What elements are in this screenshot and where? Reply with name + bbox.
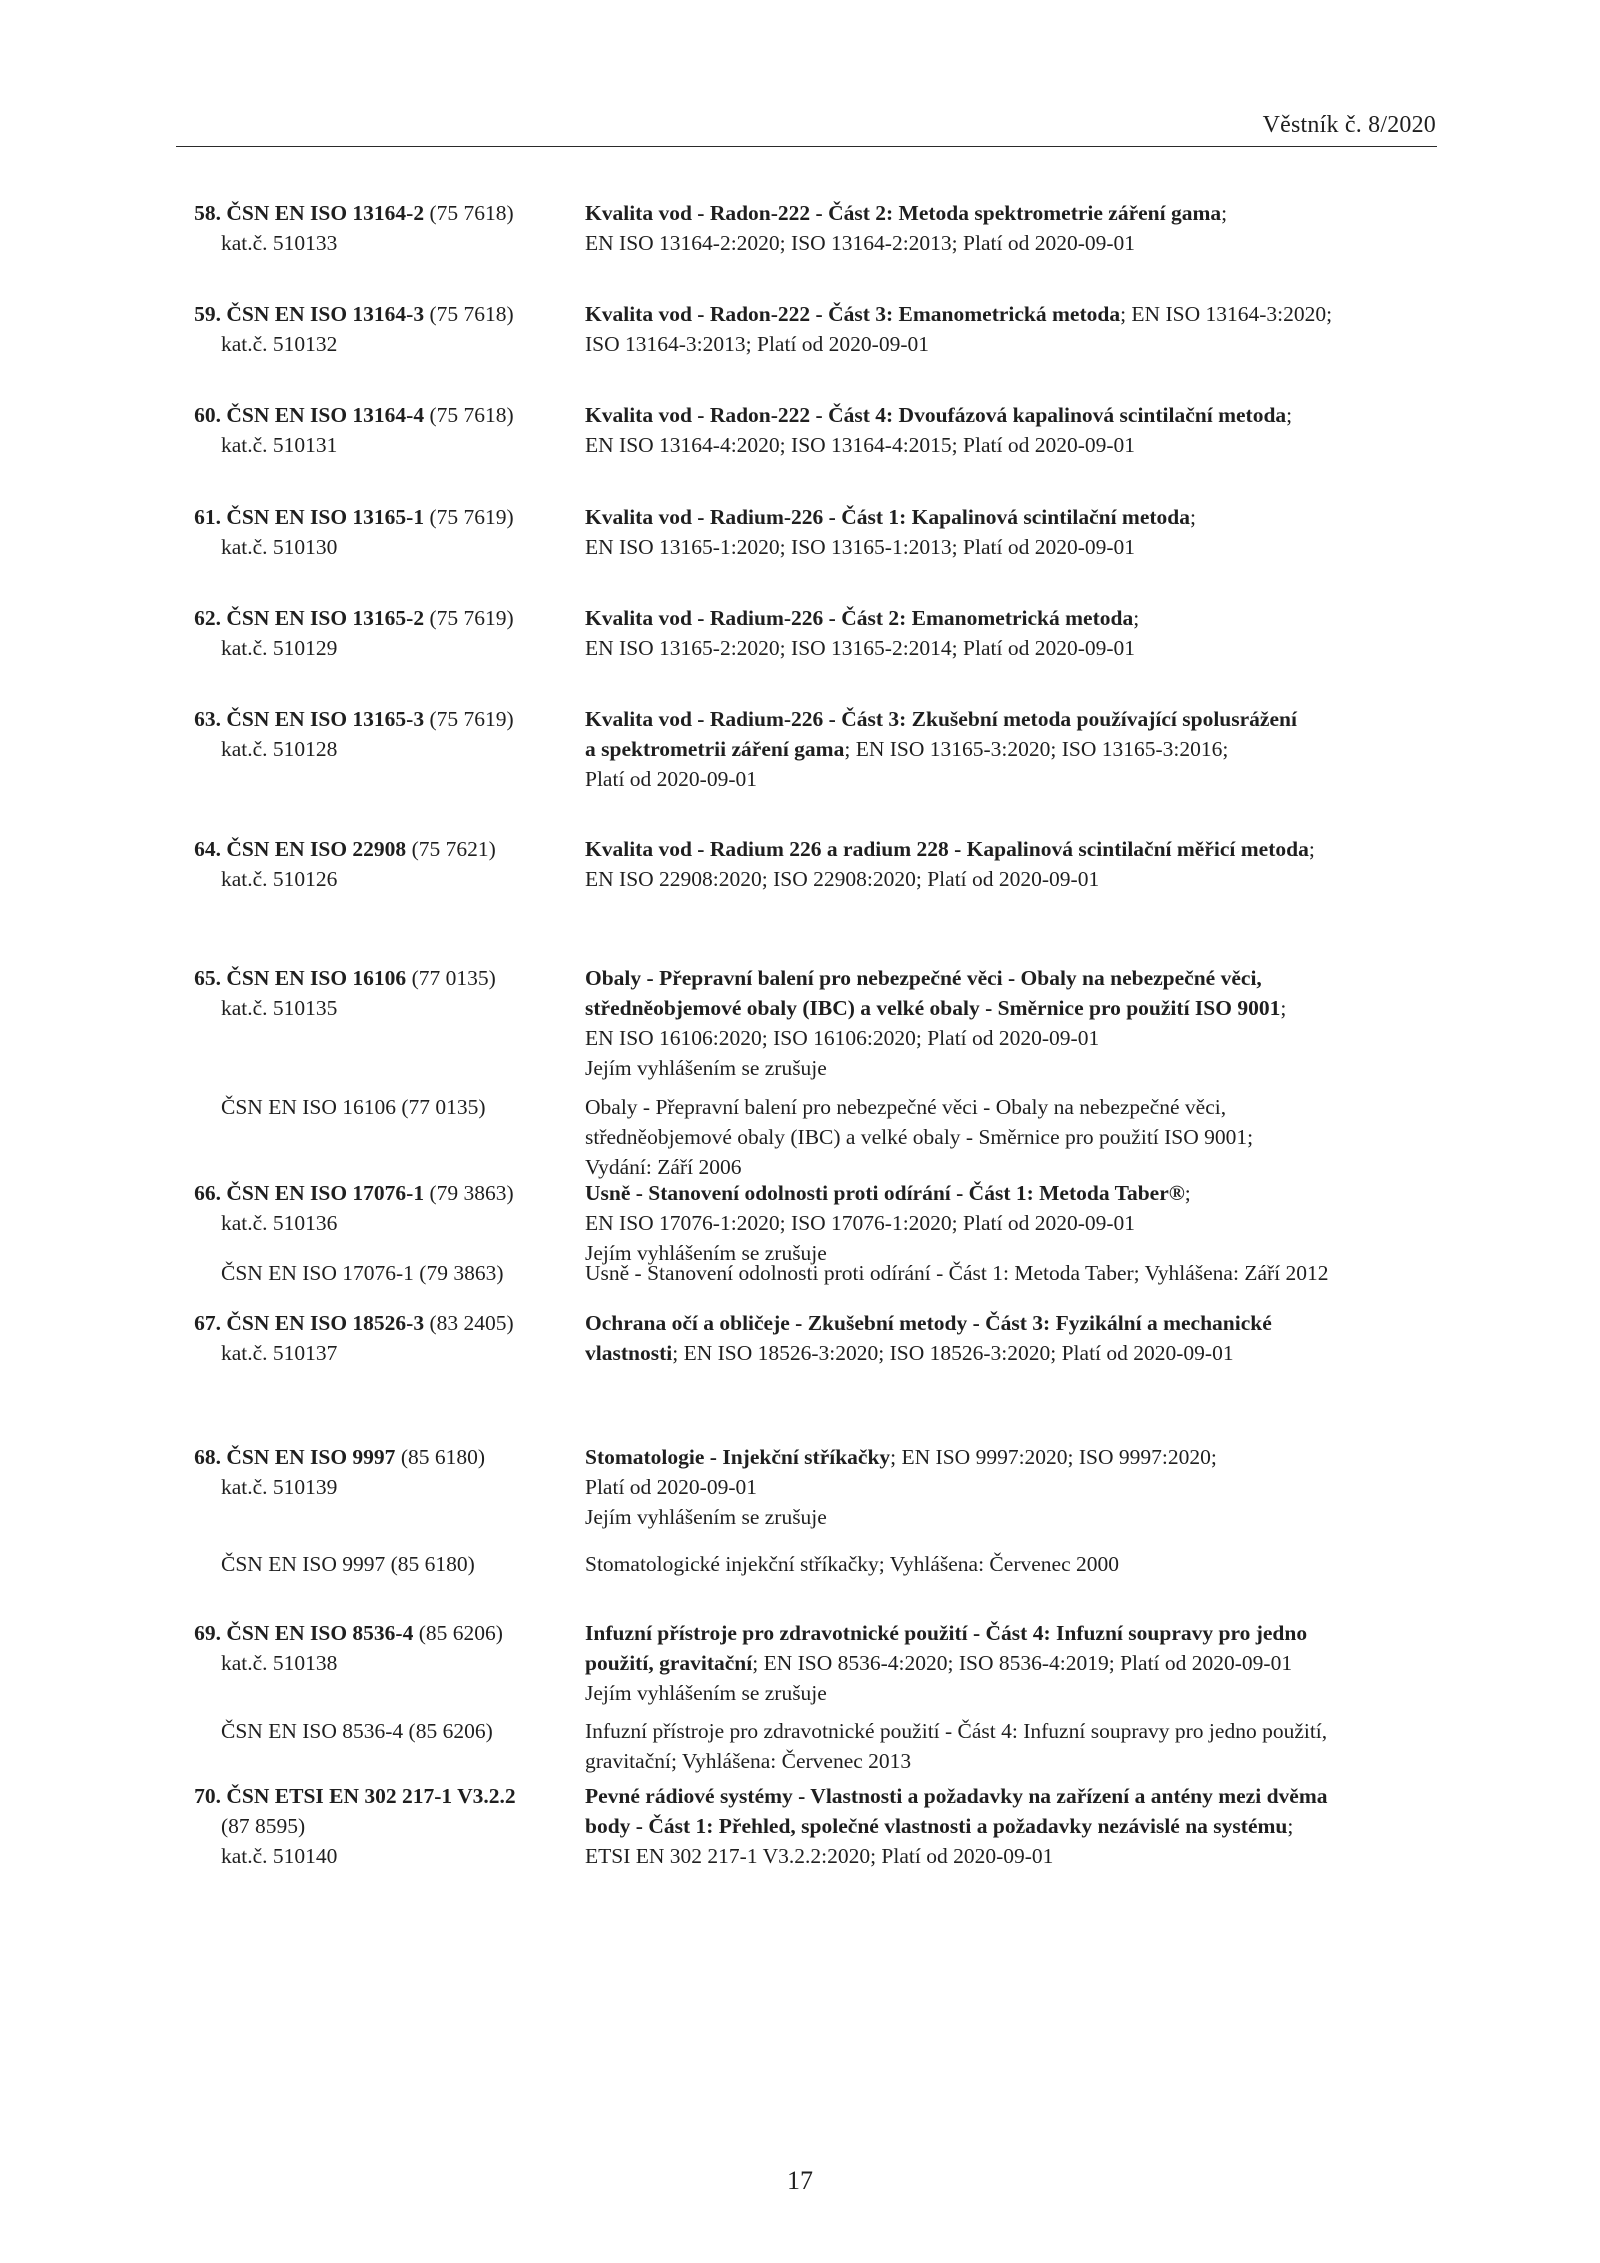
entry-code-line	[190, 704, 585, 734]
entry-code-line	[190, 1618, 585, 1648]
description-line	[585, 1178, 1440, 1208]
catalog-number: kat.č. 510135	[221, 996, 338, 1020]
replaced-code: ČSN EN ISO 8536-4 (85 6206)	[221, 1719, 493, 1743]
entry-number: 59.	[194, 302, 221, 326]
replaced-standard-row	[190, 1716, 1440, 1776]
standard-details: ;	[1286, 403, 1293, 427]
description-line	[585, 228, 1440, 258]
catalog-number: kat.č. 510126	[221, 867, 338, 891]
entry-identifier	[190, 834, 585, 894]
replaced-standard-code	[190, 1092, 585, 1122]
description-line	[585, 993, 1440, 1023]
entry-number: 58.	[194, 201, 221, 225]
description-line	[585, 734, 1440, 764]
entry-main-row	[190, 1781, 1440, 1871]
header-rule	[176, 146, 1437, 147]
entry-main-row	[190, 1442, 1440, 1532]
replaced-code: ČSN EN ISO 9997 (85 6180)	[221, 1552, 475, 1576]
standard-details: ; EN ISO 8536-4:2020; ISO 8536-4:2019; Platí od 2020-09-01	[752, 1651, 1293, 1675]
replaced-standard-row	[190, 1549, 1440, 1579]
entry-code-line	[190, 198, 585, 228]
catalog-number: kat.č. 510140	[221, 1844, 338, 1868]
description-line	[585, 603, 1440, 633]
header-title: Věstník č. 8/2020	[1262, 112, 1436, 138]
replaced-standard-code	[190, 1549, 585, 1579]
entry-description	[585, 502, 1440, 562]
catalog-number: kat.č. 510130	[221, 535, 338, 559]
standard-details: EN ISO 17076-1:2020; ISO 17076-1:2020; Platí od 2020-09-01	[585, 1211, 1136, 1235]
catalog-number: kat.č. 510131	[221, 433, 338, 457]
replaced-standard-description	[585, 1549, 1440, 1579]
description-line	[585, 864, 1440, 894]
catalog-number: kat.č. 510139	[221, 1475, 338, 1499]
replaced-description-line: Stomatologické injekční stříkačky; Vyhlášena: Červenec 2000	[585, 1552, 1119, 1576]
classification-code: (77 0135)	[411, 966, 496, 990]
standard-entry	[190, 963, 1440, 1179]
standard-title: Kvalita vod - Radium-226 - Část 3: Zkušební metoda používající spolusrážení	[585, 707, 1297, 731]
standard-title: Obaly - Přepravní balení pro nebezpečné věci - Obaly na nebezpečné věci,	[585, 966, 1262, 990]
description-line	[585, 198, 1440, 228]
replaced-standard-row	[190, 1258, 1440, 1288]
standard-code: ČSN EN ISO 13164-2	[226, 201, 425, 225]
replaced-standard-description	[585, 1258, 1440, 1288]
entry-number: 67.	[194, 1311, 221, 1335]
standard-details: ;	[1221, 201, 1228, 225]
entry-identifier	[190, 1178, 585, 1238]
entry-identifier	[190, 1781, 585, 1871]
classification-code: (75 7618)	[429, 403, 514, 427]
description-line	[585, 633, 1440, 663]
classification-code: (75 7619)	[429, 707, 514, 731]
description-line	[585, 1023, 1440, 1053]
catalog-number: kat.č. 510133	[221, 231, 338, 255]
entry-main-row	[190, 198, 1440, 258]
standard-code: ČSN EN ISO 13164-3	[226, 302, 425, 326]
entry-main-row	[190, 603, 1440, 663]
standard-title: Kvalita vod - Radon-222 - Část 3: Emanometrická metoda	[585, 302, 1121, 326]
standard-details: EN ISO 22908:2020; ISO 22908:2020; Platí od 2020-09-01	[585, 867, 1100, 891]
standard-title: Kvalita vod - Radium 226 a radium 228 - Kapalinová scintilační měřicí metoda	[585, 837, 1309, 861]
replaced-code: ČSN EN ISO 17076-1 (79 3863)	[221, 1261, 504, 1285]
entry-main-row	[190, 502, 1440, 562]
standard-code: ČSN EN ISO 13164-4	[226, 403, 425, 427]
entry-description	[585, 603, 1440, 663]
classification-code: (75 7618)	[429, 201, 514, 225]
replaced-standard-row	[190, 1092, 1440, 1182]
standard-title: použití, gravitační	[585, 1651, 753, 1675]
entry-code-line	[190, 400, 585, 430]
entry-description	[585, 1442, 1440, 1532]
entry-identifier	[190, 1308, 585, 1368]
standard-entry	[190, 1178, 1440, 1285]
standard-code: ČSN ETSI EN 302 217-1 V3.2.2	[226, 1784, 516, 1808]
catalog-number: kat.č. 510137	[221, 1341, 338, 1365]
entry-description	[585, 198, 1440, 258]
standard-entry	[190, 1618, 1440, 1773]
entry-main-row	[190, 1178, 1440, 1268]
classification-code: (75 7619)	[429, 505, 514, 529]
description-line	[585, 1841, 1440, 1871]
description-line	[585, 1442, 1440, 1472]
standard-details: Jejím vyhlášením se zrušuje	[585, 1056, 827, 1080]
entry-identifier	[190, 502, 585, 562]
entry-code-line	[190, 834, 585, 864]
standard-code: ČSN EN ISO 22908	[226, 837, 407, 861]
standard-details: EN ISO 13165-1:2020; ISO 13165-1:2013; Platí od 2020-09-01	[585, 535, 1136, 559]
standard-code: ČSN EN ISO 8536-4	[226, 1621, 414, 1645]
entry-number: 60.	[194, 403, 221, 427]
entry-main-row	[190, 1308, 1440, 1368]
standard-details: EN ISO 16106:2020; ISO 16106:2020; Platí od 2020-09-01	[585, 1026, 1100, 1050]
standard-title: Kvalita vod - Radon-222 - Část 4: Dvoufázová kapalinová scintilační metoda	[585, 403, 1287, 427]
entry-description	[585, 400, 1440, 460]
standard-code: ČSN EN ISO 13165-3	[226, 707, 425, 731]
description-line	[585, 1502, 1440, 1532]
standard-details: ;	[1280, 996, 1287, 1020]
description-line	[585, 1781, 1440, 1811]
entry-number: 62.	[194, 606, 221, 630]
entry-identifier	[190, 400, 585, 460]
description-line	[585, 1811, 1440, 1841]
entry-main-row	[190, 400, 1440, 460]
standard-title: Usně - Stanovení odolnosti proti odírání - Část 1: Metoda Taber®	[585, 1181, 1185, 1205]
replaced-description-line: gravitační; Vyhlášena: Červenec 2013	[585, 1749, 912, 1773]
entry-code-line	[190, 1442, 585, 1472]
standard-details: ETSI EN 302 217-1 V3.2.2:2020; Platí od 2020-09-01	[585, 1844, 1054, 1868]
entry-code-line	[190, 502, 585, 532]
standard-entry	[190, 603, 1440, 663]
standard-title: Ochrana očí a obličeje - Zkušební metody - Část 3: Fyzikální a mechanické	[585, 1311, 1272, 1335]
catalog-number: kat.č. 510132	[221, 332, 338, 356]
standard-code: ČSN EN ISO 18526-3	[226, 1311, 425, 1335]
description-line	[585, 1618, 1440, 1648]
classification-code: (85 6206)	[418, 1621, 503, 1645]
standard-title: a spektrometrii záření gama	[585, 737, 845, 761]
standard-details: ISO 13164-3:2013; Platí od 2020-09-01	[585, 332, 929, 356]
standard-code: ČSN EN ISO 17076-1	[226, 1181, 425, 1205]
standard-title: Kvalita vod - Radium-226 - Část 1: Kapalinová scintilační metoda	[585, 505, 1191, 529]
entry-identifier	[190, 704, 585, 764]
entry-number: 65.	[194, 966, 221, 990]
standard-details: ; EN ISO 13164-3:2020;	[1120, 302, 1333, 326]
description-line	[585, 430, 1440, 460]
entry-code-line	[190, 1178, 585, 1208]
catalog-number: kat.č. 510138	[221, 1651, 338, 1675]
standard-title: středněobjemové obaly (IBC) a velké obaly - Směrnice pro použití ISO 9001	[585, 996, 1281, 1020]
replaced-description-line: Vydání: Září 2006	[585, 1155, 742, 1179]
standard-details: EN ISO 13165-2:2020; ISO 13165-2:2014; Platí od 2020-09-01	[585, 636, 1136, 660]
entry-identifier	[190, 1442, 585, 1502]
standard-code: ČSN EN ISO 9997	[226, 1445, 396, 1469]
description-line	[585, 1678, 1440, 1708]
replaced-standard-description	[585, 1716, 1440, 1776]
description-line	[585, 1308, 1440, 1338]
standard-details: EN ISO 13164-2:2020; ISO 13164-2:2013; Platí od 2020-09-01	[585, 231, 1136, 255]
entry-number: 68.	[194, 1445, 221, 1469]
entry-code-line	[190, 963, 585, 993]
standard-title: Kvalita vod - Radium-226 - Část 2: Emanometrická metoda	[585, 606, 1134, 630]
standard-details: ;	[1308, 837, 1315, 861]
entry-code-line	[190, 1781, 585, 1811]
standard-entry	[190, 1781, 1440, 1871]
standard-title: Kvalita vod - Radon-222 - Část 2: Metoda spektrometrie záření gama	[585, 201, 1222, 225]
standard-code: ČSN EN ISO 13165-2	[226, 606, 425, 630]
entry-identifier	[190, 299, 585, 359]
description-line	[585, 834, 1440, 864]
classification-code: (79 3863)	[429, 1181, 514, 1205]
standard-details: Jejím vyhlášením se zrušuje	[585, 1505, 827, 1529]
replaced-code: ČSN EN ISO 16106 (77 0135)	[221, 1095, 486, 1119]
entry-code-line	[190, 603, 585, 633]
standard-entry	[190, 1442, 1440, 1576]
description-line	[585, 400, 1440, 430]
entry-code-line	[190, 299, 585, 329]
description-line	[585, 329, 1440, 359]
standard-code: ČSN EN ISO 16106	[226, 966, 407, 990]
standard-details: ; EN ISO 18526-3:2020; ISO 18526-3:2020; Platí od 2020-09-01	[672, 1341, 1234, 1365]
classification-code: (83 2405)	[429, 1311, 514, 1335]
entry-identifier	[190, 198, 585, 258]
entry-main-row	[190, 704, 1440, 794]
entry-identifier	[190, 1618, 585, 1678]
classification-code: (75 7621)	[411, 837, 496, 861]
standard-details: EN ISO 13164-4:2020; ISO 13164-4:2015; Platí od 2020-09-01	[585, 433, 1136, 457]
standard-title: vlastnosti	[585, 1341, 673, 1365]
classification-code: (87 8595)	[221, 1814, 306, 1838]
standard-entry	[190, 299, 1440, 359]
standard-details: Jejím vyhlášením se zrušuje	[585, 1681, 827, 1705]
standard-entry	[190, 502, 1440, 562]
entry-description	[585, 1178, 1440, 1268]
replaced-standard-code	[190, 1258, 585, 1288]
entry-main-row	[190, 834, 1440, 894]
standard-details: ; EN ISO 13165-3:2020; ISO 13165-3:2016;	[844, 737, 1229, 761]
entry-number: 69.	[194, 1621, 221, 1645]
classification-code: (85 6180)	[400, 1445, 486, 1469]
replaced-description-line: Infuzní přístroje pro zdravotnické použití - Část 4: Infuzní soupravy pro jedno použití,	[585, 1719, 1328, 1743]
entry-description	[585, 704, 1440, 794]
replaced-standard-code	[190, 1716, 585, 1746]
entry-number: 64.	[194, 837, 221, 861]
entry-number: 61.	[194, 505, 221, 529]
description-line	[585, 704, 1440, 734]
description-line	[585, 1648, 1440, 1678]
replaced-description-line: Obaly - Přepravní balení pro nebezpečné věci - Obaly na nebezpečné věci,	[585, 1095, 1227, 1119]
entry-number: 63.	[194, 707, 221, 731]
entry-main-row	[190, 299, 1440, 359]
standard-code: ČSN EN ISO 13165-1	[226, 505, 425, 529]
entry-identifier	[190, 963, 585, 1023]
standard-entry	[190, 400, 1440, 460]
standard-details: Platí od 2020-09-01	[585, 1475, 757, 1499]
standard-title: Pevné rádiové systémy - Vlastnosti a požadavky na zařízení a antény mezi dvěma	[585, 1784, 1328, 1808]
standard-details: ;	[1287, 1814, 1294, 1838]
entry-number: 70.	[194, 1784, 221, 1808]
description-line	[585, 299, 1440, 329]
classification-code: (75 7618)	[429, 302, 514, 326]
entry-code-line	[190, 1308, 585, 1338]
description-line	[585, 1208, 1440, 1238]
entry-main-row	[190, 1618, 1440, 1708]
catalog-number: kat.č. 510136	[221, 1211, 338, 1235]
page-number: 17	[787, 2166, 813, 2195]
standard-details: Platí od 2020-09-01	[585, 767, 757, 791]
standard-entry	[190, 704, 1440, 794]
entry-main-row	[190, 963, 1440, 1083]
entry-description	[585, 834, 1440, 894]
catalog-number: kat.č. 510129	[221, 636, 338, 660]
entry-description	[585, 1308, 1440, 1368]
standard-entry	[190, 1308, 1440, 1368]
standard-details: Jejím vyhlášením se zrušuje	[585, 1241, 827, 1265]
entry-description	[585, 1618, 1440, 1708]
replaced-standard-description	[585, 1092, 1440, 1182]
standard-entry	[190, 198, 1440, 258]
classification-code: (75 7619)	[429, 606, 514, 630]
standard-title: body - Část 1: Přehled, společné vlastnosti a požadavky nezávislé na systému	[585, 1814, 1288, 1838]
standard-title: Stomatologie - Injekční stříkačky	[585, 1445, 891, 1469]
description-line	[585, 764, 1440, 794]
description-line	[585, 502, 1440, 532]
catalog-number: kat.č. 510128	[221, 737, 338, 761]
description-line	[585, 1472, 1440, 1502]
entry-description	[585, 1781, 1440, 1871]
replaced-description-line: Usně - Stanovení odolnosti proti odírání - Část 1: Metoda Taber; Vyhlášena: Září 2012	[585, 1261, 1329, 1285]
standard-entry	[190, 834, 1440, 894]
description-line	[585, 1053, 1440, 1083]
replaced-description-line: středněobjemové obaly (IBC) a velké obaly - Směrnice pro použití ISO 9001;	[585, 1125, 1254, 1149]
entry-description	[585, 963, 1440, 1083]
entry-number: 66.	[194, 1181, 221, 1205]
entry-description	[585, 299, 1440, 359]
standard-details: ;	[1190, 505, 1196, 529]
standard-details: ;	[1184, 1181, 1191, 1205]
standard-details: ; EN ISO 9997:2020; ISO 9997:2020;	[890, 1445, 1217, 1469]
description-line	[585, 963, 1440, 993]
entry-identifier	[190, 603, 585, 663]
description-line	[585, 1338, 1440, 1368]
standard-details: ;	[1133, 606, 1140, 630]
description-line	[585, 532, 1440, 562]
standard-title: Infuzní přístroje pro zdravotnické použití - Část 4: Infuzní soupravy pro jedno	[585, 1621, 1308, 1645]
